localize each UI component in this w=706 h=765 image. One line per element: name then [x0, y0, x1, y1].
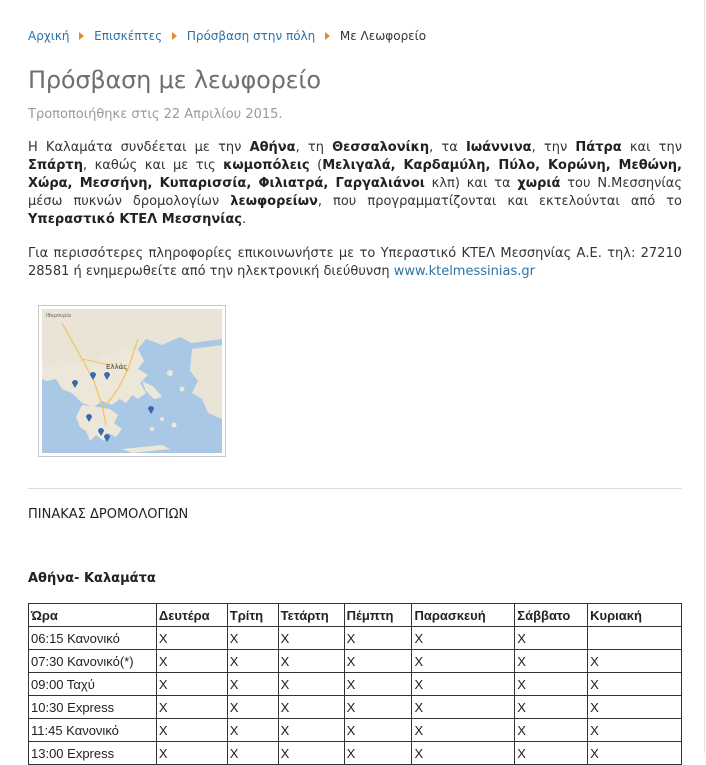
- table-cell: X: [515, 673, 588, 696]
- schedule-header-row: [29, 604, 682, 627]
- section-divider: [28, 488, 682, 489]
- table-row: [29, 627, 682, 650]
- table-cell: X: [278, 650, 344, 673]
- breadcrumb-current: Με Λεωφορείο: [339, 29, 427, 43]
- table-cell: X: [344, 696, 412, 719]
- table-cell: 06:15 Κανονικό: [29, 627, 157, 650]
- table-row: [29, 673, 682, 696]
- column-header: Παρασκευή: [412, 604, 515, 627]
- table-cell: X: [344, 719, 412, 742]
- table-cell: X: [156, 696, 227, 719]
- table-cell: X: [412, 696, 515, 719]
- ktel-website-link[interactable]: www.ktelmessinias.gr: [393, 264, 535, 279]
- intro-paragraph: Η Καλαμάτα συνδέεται με την Αθήνα, τη Θεσσαλονίκη, τα Ιωάννινα, την Πάτρα και την Σπάρτη, καθώς και με τις κωμοπόλεις (Μελιγαλά, Καρδαμύλη, Πύλο, Κορώνη, Μεθώνη, Χώρα, Μεσσήνη, Κυπαρισσία, Φιλιατρά, Γαργαλιάνοι κλπ) και τα χωριά του Ν.Μεσσηνίας μέσω πυκνών δρομολογίων λεωφορείων, που προγραμματίζονται και εκτελούνται από το Υπεραστικό ΚΤΕΛ Μεσσηνίας.: [28, 140, 683, 227]
- table-row: [29, 696, 682, 719]
- table-cell: X: [227, 673, 278, 696]
- table-cell: X: [412, 627, 515, 650]
- route-map-thumbnail[interactable]: [38, 305, 226, 457]
- table-cell: X: [412, 650, 515, 673]
- table-cell: 13:00 Express: [29, 742, 157, 765]
- table-cell: X: [227, 742, 278, 765]
- table-cell: X: [344, 673, 412, 696]
- table-cell: X: [156, 650, 227, 673]
- table-cell: X: [227, 719, 278, 742]
- table-cell: 07:30 Κανονικό(*): [29, 650, 157, 673]
- table-row: [29, 650, 682, 673]
- table-cell: X: [344, 742, 412, 765]
- map-image: [42, 309, 222, 453]
- breadcrumb-arrow-icon: [172, 32, 177, 40]
- table-cell: X: [515, 650, 588, 673]
- breadcrumb: [28, 29, 426, 43]
- table-cell: X: [156, 719, 227, 742]
- table-cell: 11:45 Κανονικό: [29, 719, 157, 742]
- breadcrumb-link-home[interactable]: Αρχική: [28, 29, 70, 43]
- breadcrumb-link-city-access[interactable]: Πρόσβαση στην πόλη: [186, 29, 316, 43]
- table-cell: X: [515, 627, 588, 650]
- column-header: Ώρα: [29, 604, 157, 627]
- column-header: Τρίτη: [227, 604, 278, 627]
- column-header: Κυριακή: [588, 604, 682, 627]
- table-cell: X: [412, 719, 515, 742]
- route-title: Αθήνα- Καλαμάτα: [28, 571, 156, 586]
- table-cell: X: [278, 673, 344, 696]
- breadcrumb-arrow-icon: [79, 32, 84, 40]
- table-cell: X: [588, 742, 682, 765]
- contact-paragraph: Για περισσότερες πληροφορίες επικοινωνήστε με το Υπεραστικό ΚΤΕΛ Μεσσηνίας Α.Ε. τηλ: 27210 28581 ή ενημερωθείτε από την ηλεκτρονική διεύθυνση www.ktelmessinias.gr: [28, 246, 682, 279]
- page-right-border: [704, 0, 705, 753]
- table-cell: X: [515, 719, 588, 742]
- table-cell: X: [278, 719, 344, 742]
- column-header: Πέμπτη: [344, 604, 412, 627]
- table-cell: X: [227, 650, 278, 673]
- map-region-label: Ιθαρσυρία: [46, 313, 72, 319]
- table-cell: X: [344, 627, 412, 650]
- table-cell: X: [156, 742, 227, 765]
- column-header: Σάββατο: [515, 604, 588, 627]
- table-cell: X: [588, 696, 682, 719]
- page-title: Πρόσβαση με λεωφορείο: [28, 66, 321, 94]
- table-cell: X: [588, 673, 682, 696]
- schedule-table: [28, 603, 682, 765]
- table-cell: [588, 627, 682, 650]
- table-row: [29, 742, 682, 765]
- table-cell: X: [344, 650, 412, 673]
- table-cell: X: [515, 742, 588, 765]
- breadcrumb-arrow-icon: [325, 32, 330, 40]
- schedule-heading: ΠΙΝΑΚΑΣ ΔΡΟΜΟΛΟΓΙΩΝ: [28, 507, 189, 522]
- table-cell: X: [588, 719, 682, 742]
- table-cell: X: [588, 650, 682, 673]
- table-cell: X: [156, 673, 227, 696]
- table-cell: X: [156, 627, 227, 650]
- table-cell: X: [515, 696, 588, 719]
- table-row: [29, 719, 682, 742]
- table-cell: 10:30 Express: [29, 696, 157, 719]
- table-cell: X: [227, 627, 278, 650]
- table-cell: 09:00 Ταχύ: [29, 673, 157, 696]
- column-header: Δευτέρα: [156, 604, 227, 627]
- modified-date: Τροποποιήθηκε στις 22 Απριλίου 2015.: [28, 107, 283, 122]
- table-cell: X: [412, 673, 515, 696]
- breadcrumb-link-visitors[interactable]: Επισκέπτες: [94, 29, 163, 43]
- table-cell: X: [227, 696, 278, 719]
- table-cell: X: [278, 696, 344, 719]
- column-header: Τετάρτη: [278, 604, 344, 627]
- table-cell: X: [412, 742, 515, 765]
- table-cell: X: [278, 742, 344, 765]
- map-country-label: Ελλάς: [106, 363, 128, 371]
- table-cell: X: [278, 627, 344, 650]
